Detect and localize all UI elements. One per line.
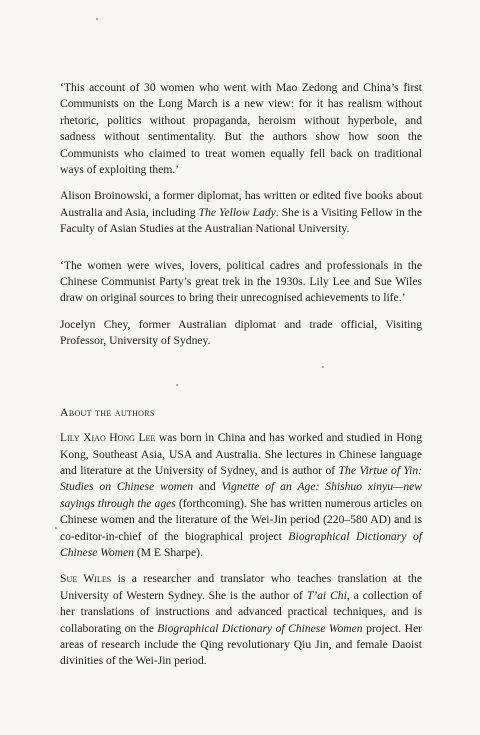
book-title: The Yellow Lady <box>198 205 276 219</box>
paper-speck <box>55 527 57 529</box>
author-bio-wiles: Sue Wiles is a researcher and translator who teaches translation at the University of Western Sydney. She is the author of T’ai Chi, a collection of her translations of instructions and advanced practical techniques, and is collaborating on the Biographical Dictionary of Chinese Women project. Her areas of research include the Qing revolutionary Qiu Jin, and female Daoist divinities of the Wei-Jin period. <box>60 572 422 668</box>
review-attribution-1: Alison Broinowski, a former diplomat, has written or edited five books about Australia and Asia, including The Yellow Lady. She is a Visiting Fellow in the Faculty of Asian Studies at the Australian National University. <box>60 189 422 236</box>
author-name: Lily Xiao Hong Lee <box>60 431 156 445</box>
review-quote-2: ‘The women were wives, lovers, political cadres and professionals in the Chinese Communist Party’s great trek in the 1930s. Lily Lee and Sue Wiles draw on original sources to bring their unrecognised achievements to life.’ <box>60 258 422 305</box>
book-title: Vignette of an Age: Shishuo xinyu—new sayings through the ages <box>60 480 422 510</box>
paper-speck <box>96 18 98 20</box>
book-title: Biographical Dictionary of Chinese Women <box>157 621 363 635</box>
author-name: Sue Wiles <box>60 572 112 586</box>
book-title: Biographical Dictionary of Chinese Women <box>60 529 422 559</box>
about-authors-heading: About the authors <box>60 404 155 419</box>
text-column <box>60 80 422 670</box>
book-title: The Virtue of Yin: Studies on Chinese women <box>60 463 423 494</box>
review-attribution-2: Jocelyn Chey, former Australian diplomat and trade official, Visiting Professor, University of Sydney. <box>60 317 422 348</box>
review-quote-1: ‘This account of 30 women who went with Mao Zedong and China’s first Communists on the Long March is a new view: for it has realism without rhetoric, politics without propaganda, heroism without hyperbole, and sadness without sentimentality. But the authors show how soon the Communists who claimed to treat women equally fell back on traditional ways of exploiting them.’ <box>60 81 422 177</box>
author-bio-lee: Lily Xiao Hong Lee was born in China and has worked and studied in Hong Kong, Southeast Asia, USA and Australia. She lectures in Chinese language and literature at the University of Sydney, and is author of The Virtue of Yin: Studies on Chinese women and Vignette of an Age: Shishuo xinyu—new sayings through the ages (forthcoming). She has written numerous articles on Chinese women and the literature of the Wei-Jin period (220–580 AD) and is co-editor-in-chief of the biographical project Biographical Dictionary of Chinese Women (M E Sharpe). <box>60 431 423 559</box>
book-title: T’ai Chi <box>306 588 347 602</box>
